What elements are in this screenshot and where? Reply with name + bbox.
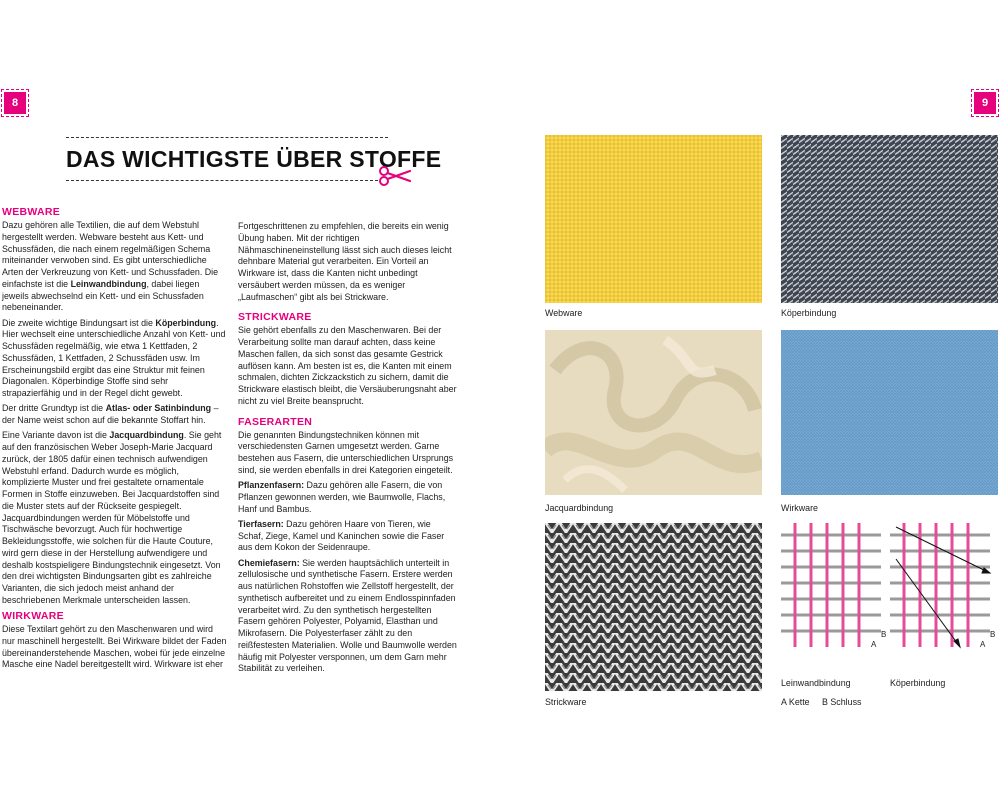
heading-faserarten: FASERARTEN xyxy=(238,415,313,428)
paragraph-wirkware-1: Diese Textilart gehört zu den Maschenwaren und wird nur maschinell hergestellt. Bei Wirkware bildet der Faden übereinanderstehende Maschen, wobei für jede einzelne Masche eine Nadel bereitgestellt wird. Wirkware ist eher xyxy=(2,624,227,670)
heading-strickware: STRICKWARE xyxy=(238,311,312,324)
page-number-right: 9 xyxy=(974,92,996,114)
wirkware-photo xyxy=(781,330,998,495)
caption-strickware: Strickware xyxy=(545,697,587,707)
webware-photo xyxy=(545,135,762,303)
text-column-left xyxy=(2,206,227,675)
koeperbindung-diagram xyxy=(890,523,1000,653)
paragraph-webware-3: Der dritte Grundtyp ist die Atlas- oder Satinbindung – der Name weist schon auf die bekannte Stoffart hin. xyxy=(2,403,219,425)
jacquardbindung-photo xyxy=(545,330,762,495)
paragraph-webware-2: Die zweite wichtige Bindungsart ist die Köperbindung. Hier wechselt eine unterschiedliche Anzahl von Kett- und Schussfäden regelmäßig, wie etwa 1 Kettfaden, 2 Schussfäden, 1 Kettfaden, 2 Schussfäden usw. Im Erscheinungsbild ergibt das eine Struktur mit feinen Diagonalen. Köperbindige Stoffe sind sehr strapazierfähig und in der Regel dicht gewebt. xyxy=(2,317,226,398)
caption-wirkware: Wirkware xyxy=(781,503,818,513)
paragraph-webware-4: Eine Variante davon ist die Jacquardbindung. Sie geht auf den französischen Weber Joseph-Marie Jacquard zurück, der 1805 dafür einen technisch aufwendigen Webstuhl erfand. Dadurch wurde es möglich, komplizierte Muster und frei gestaltete ornamentale Formen in Stoffe einzuweben. Bei Jacquardstoffen sind die Muster stets auf der Rückseite gespiegelt. Jacquardbindungen werden für Möbelstoffe und Tischwäsche bevorzugt. Auch für hochwertige Bekleidungsstoffe, wie solchen für die Haute Couture, wird gern diese in der Herstellung aufwendigere und deshalb kostspieligere Bindungstechnik eingesetzt. Von den drei wichtigsten Bindungsarten gibt es zahlreiche Varianten, die sich jedoch meist anhand der beschriebenen Merkmale unterscheiden lassen. xyxy=(2,430,222,605)
title-divider-bottom xyxy=(66,180,378,181)
paragraph-pflanzenfasern: Pflanzenfasern: Dazu gehören alle Fasern, die von Pflanzen gewonnen werden, wie Baumwolle, Flachs, Hanf und Bambus. xyxy=(238,480,446,514)
caption-koeperbindung-diagram: Köperbindung xyxy=(890,678,946,688)
leinwandbindung-diagram xyxy=(781,523,891,653)
paragraph-chemiefasern: Chemiefasern: Sie werden hauptsächlich unterteilt in zellulosische und synthetische Fasern. Erstere werden aus natürlichen Rohstoffen wie Zellstoff hergestellt, der synthetisch aufbereitet und zu einem Endlosspinnfaden verarbeitet wird. Zu den synthetisch hergestellten Fasern gehören Polyester, Polyamid, Elasthan und Mikrofasern. Die Polyesterfaser zählt zu den reißfestesten Materialien. Wolle und Baumwolle werden häufig mit Polyester versponnen, um dem Garn mehr Stabilität zu verleihen. xyxy=(238,557,457,674)
page-number-left: 8 xyxy=(4,92,26,114)
paragraph-webware-1: Dazu gehören alle Textilien, die auf dem Webstuhl hergestellt werden. Webware besteht aus Kett- und Schussfäden, die nach einem regelmäßigen Schema miteinander verwoben sind. Es gibt unterschiedliche Arten der Verkreuzung von Kett- und Schussfaden. Die einfachste ist die Leinwandbindung, dabei liegen jeweils abwechselnd ein Kett- und ein Schussfaden nebeneinander. xyxy=(2,220,219,313)
diagram2-label-a: A xyxy=(980,640,986,649)
strickware-photo xyxy=(545,523,762,691)
scissors-icon xyxy=(378,166,412,186)
heading-wirkware: WIRKWARE xyxy=(2,610,64,622)
paragraph-strickware: Sie gehört ebenfalls zu den Maschenwaren. Bei der Verarbeitung sollte man darauf achten, dass keine Maschen fallen, da sich sonst das gesamte Gestrick auflösen kann. Am besten ist es, die Kanten mit einem schmalen, dichten Zickzackstich zu sichern, damit die Strickware elastisch bleibt, die Versäuberungsnaht aber nicht zu viel Breite beansprucht. xyxy=(238,325,457,406)
caption-koeperbindung: Köperbindung xyxy=(781,308,837,318)
diagram-label-a: A xyxy=(871,640,877,649)
legend-schluss: B Schluss xyxy=(822,697,862,707)
heading-webware: WEBWARE xyxy=(2,206,61,218)
diagram2-label-b: B xyxy=(990,630,996,639)
paragraph-wirkware-cont: Fortgeschrittenen zu empfehlen, die bereits ein wenig Übung haben. Mit der richtigen Nähmaschineneinstellung lässt sich auch dieses leicht dehnbare Material gut verarbeiten. Ein Vorteil an Wirkware ist, dass die Kanten nicht unbedingt versäubert werden müssen, da es weniger „Laufmaschen“ gibt als bei Strickware. xyxy=(238,221,452,302)
caption-jacquardbindung: Jacquardbindung xyxy=(545,503,614,513)
caption-webware: Webware xyxy=(545,308,583,318)
diagram-label-b: B xyxy=(881,630,887,639)
caption-leinwandbindung: Leinwandbindung xyxy=(781,678,851,688)
title-divider-top xyxy=(66,137,388,138)
text-column-right xyxy=(238,221,458,679)
paragraph-tierfasern: Tierfasern: Dazu gehören Haare von Tieren, wie Schaf, Ziege, Kamel und Kaninchen sowie die Faser aus dem Kokon der Seidenraupe. xyxy=(238,518,445,553)
legend-kette: A Kette xyxy=(781,697,810,707)
paragraph-faserarten: Die genannten Bindungstechniken können mit verschiedensten Garnen umgesetzt werden. Garne bestehen aus Fasern, die unterschiedlichen Ursprungs sind, sie werden ebenfalls in drei Kategorien eingeteilt. xyxy=(238,429,454,475)
koeperbindung-photo xyxy=(781,135,998,303)
page-title: DAS WICHTIGSTE ÜBER STOFFE xyxy=(66,146,442,172)
